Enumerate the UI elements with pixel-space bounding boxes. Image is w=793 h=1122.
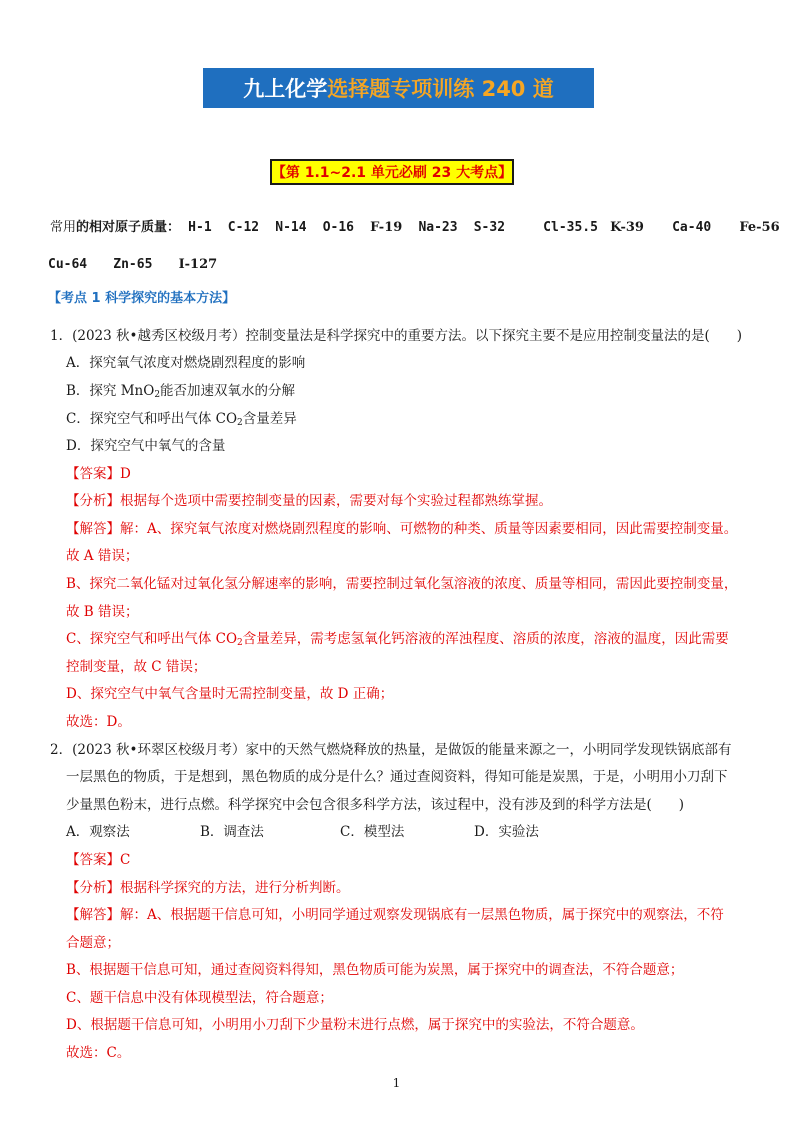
solution-text-end: 含量差异，需考虑氢氧化钙溶液的浑浊程度、溶质的浓度，溶液的温度，因此需要 (242, 631, 729, 647)
question-2-answer: 【答案】C (66, 852, 131, 868)
question-2-option-c: C．模型法 (340, 824, 405, 840)
subscript: 2 (237, 418, 243, 428)
subscript: 2 (154, 390, 161, 400)
question-1-solution-line-7: D、探究空气中氧气含量时无需控制变量，故 D 正确； (66, 686, 394, 702)
mass-item: Zn-65 (113, 257, 153, 272)
option-b-text-end: 能否加速双氧水的分解 (160, 383, 296, 399)
mass-item: I-127 (178, 257, 218, 272)
mass-item: N-14 (275, 220, 307, 235)
question-2-stem-line-1: 2．(2023 秋•环翠区校级月考）家中的天然气燃烧释放的热量，是做饭的能量来源之一，小明同学发现铁锅底部有 (50, 742, 732, 758)
solution-tag: 【解答】 (66, 907, 120, 923)
option-b-text: B．探究 MnO (66, 383, 155, 399)
question-2-analysis (66, 879, 350, 897)
question-2-solution-line-5: D、根据题干信息可知，小明用小刀刮下少量粉末进行点燃，属于探究中的实验法，不符合题意。 (66, 1017, 644, 1033)
option-c-text-end: 含量差异 (242, 411, 297, 427)
question-1-stem: 1．(2023 秋•越秀区校级月考）控制变量法是科学探究中的重要方法。以下探究主要不是应用控制变量法的是( ) (50, 328, 742, 344)
mass-item: Fe-56 (739, 220, 780, 235)
question-2-solution-line-4: C、题干信息中没有体现模型法，符合题意； (66, 990, 333, 1006)
analysis-text: 根据每个选项中需要控制变量的因素，需要对每个实验过程都熟练掌握。 (120, 493, 552, 509)
question-1-solution-line-3: B、探究二氧化锰对过氧化氢分解速率的影响，需要控制过氧化氢溶液的浓度、质量等相同，需因此要控制变量， (66, 576, 738, 592)
title-orange-part: 选择题专项训练 240 道 (327, 77, 554, 101)
option-c-text: C．探究空气和呼出气体 CO (66, 411, 238, 427)
analysis-text: 根据科学探究的方法，进行分析判断。 (120, 880, 350, 896)
question-2-stem-line-2: 一层黑色的物质，于是想到，黑色物质的成分是什么？通过查阅资料，得知可能是炭黑，于是，小明用小刀刮下 (66, 769, 728, 785)
unit-range-label: 【第 1.1~2.1 单元必刷 23 大考点】 (270, 159, 514, 185)
mass-item: O-16 (322, 220, 355, 235)
question-1-option-d: D．探究空气中氧气的含量 (66, 438, 226, 454)
question-1-solution-line-1 (66, 520, 737, 538)
question-2-solution-line-3: B、根据题干信息可知，通过查阅资料得知，黑色物质可能为炭黑，属于探究中的调查法，不符合题意； (66, 962, 684, 978)
mass-item: Cu-64 (48, 257, 88, 272)
document-title-banner (203, 68, 594, 108)
analysis-tag: 【分析】 (66, 880, 120, 896)
question-1-solution-line-4: 故 B 错误； (66, 604, 139, 620)
analysis-tag: 【分析】 (66, 493, 120, 509)
solution-text: 解：A、根据题干信息可知，小明同学通过观察发现锅底有一层黑色物质，属于探究中的观察法，不符 (120, 907, 724, 923)
question-1-option-b (66, 382, 295, 404)
question-1-solution-line-5 (66, 630, 729, 652)
question-2-solution-line-2: 合题意； (66, 935, 120, 951)
question-2-options (66, 823, 539, 841)
mass-item: H-1 (188, 220, 212, 235)
mass-item: Cl-35.5 (543, 220, 598, 235)
question-1-option-a: A．探究氧气浓度对燃烧剧烈程度的影响 (66, 355, 306, 371)
question-1-solution-line-8: 故选：D。 (66, 714, 131, 730)
question-1-answer: 【答案】D (66, 466, 131, 482)
solution-text: 解：A、探究氧气浓度对燃烧剧烈程度的影响、可燃物的种类、质量等因素要相同，因此需要控制变量。 (120, 521, 738, 537)
question-2-option-a: A．观察法 (66, 824, 130, 840)
question-2-stem-line-3: 少量黑色粉末，进行点燃。科学探究中会包含很多科学方法，该过程中，没有涉及到的科学方法是( ) (66, 797, 685, 813)
subscript: 2 (237, 638, 243, 648)
atomic-mass-row-1 (50, 219, 780, 237)
question-2-solution-line-6: 故选：C。 (66, 1045, 131, 1061)
question-1-option-c (66, 410, 297, 432)
question-1-analysis (66, 492, 552, 510)
mass-item: Na-23 (418, 220, 458, 235)
atomic-mass-label: 的相对原子质量： (76, 220, 181, 235)
solution-tag: 【解答】 (66, 521, 120, 537)
question-2-option-d: D．实验法 (474, 824, 539, 840)
atomic-mass-label-prefix: 常用 (50, 220, 77, 235)
mass-item: C-12 (227, 220, 260, 235)
title-white-part: 九上化学 (243, 77, 328, 101)
question-1-solution-line-2: 故 A 错误； (66, 548, 139, 564)
mass-item: S-32 (473, 220, 506, 235)
mass-item: F-19 (370, 220, 403, 235)
solution-text: C、探究空气和呼出气体 CO (66, 631, 238, 647)
question-1-solution-line-6: 控制变量，故 C 错误； (66, 659, 207, 675)
mass-item: K-39 (610, 220, 644, 235)
atomic-mass-row-2 (48, 256, 217, 274)
mass-item: Ca-40 (672, 220, 712, 235)
kaodian-heading: 【考点 1 科学探究的基本方法】 (48, 291, 236, 306)
question-2-option-b: B．调查法 (200, 824, 264, 840)
question-2-solution-line-1 (66, 906, 724, 924)
page-number: 1 (392, 1076, 401, 1090)
